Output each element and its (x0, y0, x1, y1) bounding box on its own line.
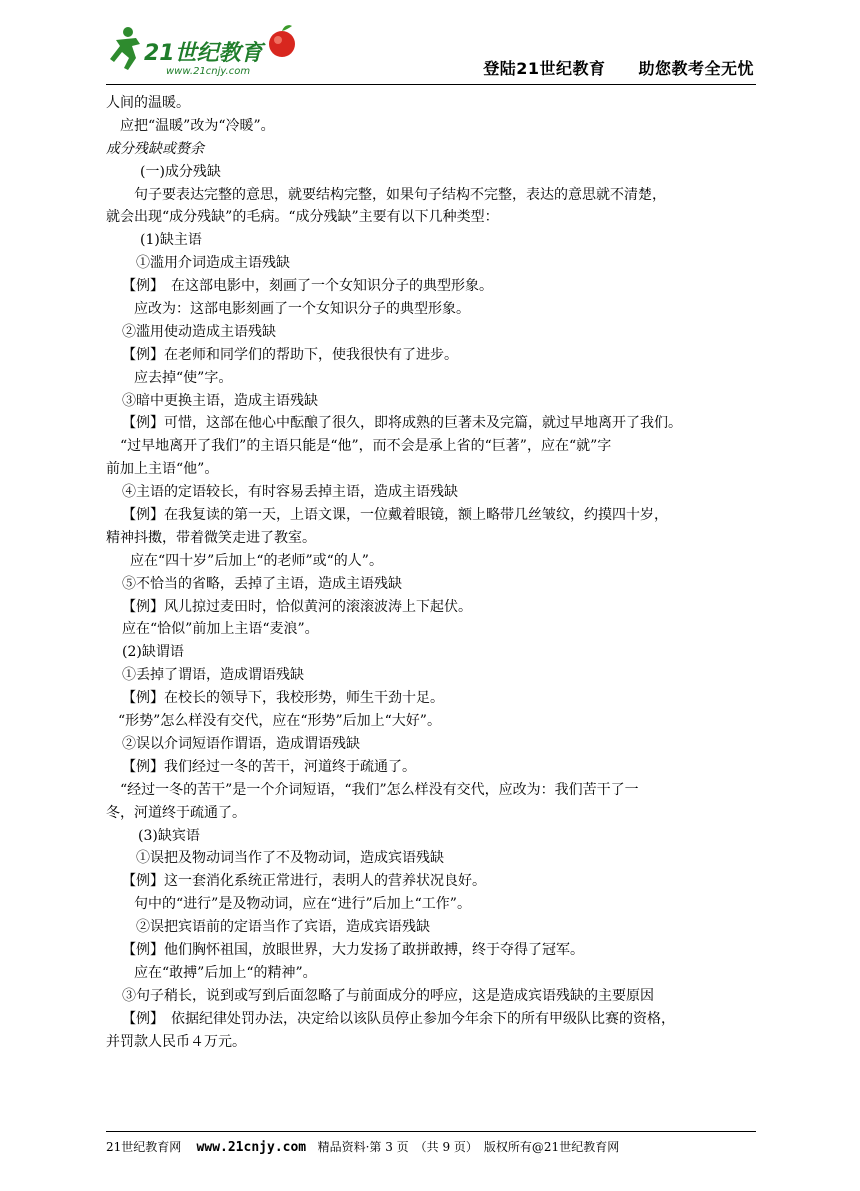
text-line: “形势”怎么样没有交代，应在“形势”后加上“大好”。 (118, 713, 441, 730)
text-line: ①滥用介词造成主语残缺 (136, 255, 290, 272)
text-line: (一)成分残缺 (140, 163, 221, 180)
footer-url[interactable]: www.21cnjy.com (196, 1140, 307, 1155)
text-line: 应在“恰似”前加上主语“麦浪”。 (122, 621, 319, 638)
text-line: “经过一冬的苦干”是一个介词短语，“我们”怎么样没有交代，应改为：我们苦干了一 (120, 781, 639, 798)
text-line: 应在“敢搏”后加上“的精神”。 (134, 964, 317, 981)
text-line: 应改为：这部电影刻画了一个女知识分子的典型形象。 (134, 301, 470, 318)
logo-url: www.21cnjy.com (166, 66, 251, 77)
header-slogan: 登陆21世纪教育 助您教考全无忧 (483, 59, 754, 78)
text-line: 应去掉“使”字。 (134, 369, 233, 386)
text-line: 并罚款人民币４万元。 (106, 1033, 246, 1050)
text-line: 【例】可惜，这部在他心中酝酿了很久，即将成熟的巨著未及完篇，就过早地离开了我们。 (122, 415, 682, 432)
text-line: 句子要表达完整的意思，就要结构完整，如果句子结构不完整，表达的意思就不清楚， (134, 186, 666, 203)
text-line: ④主语的定语较长，有时容易丢掉主语，造成主语残缺 (122, 484, 458, 501)
text-line: (3)缺宾语 (138, 827, 200, 844)
apple-icon (269, 25, 295, 57)
text-line: 精神抖擞，带着微笑走进了教室。 (106, 529, 316, 546)
text-line: ①丢掉了谓语，造成谓语残缺 (122, 667, 304, 684)
text-line: 【例】在校长的领导下，我校形势，师生干劲十足。 (122, 690, 444, 707)
text-line: 【例】风儿掠过麦田时，恰似黄河的滚滚波涛上下起伏。 (122, 598, 472, 615)
text-line: 成分残缺或赘余 (106, 140, 204, 157)
text-line: (2)缺谓语 (122, 644, 184, 661)
text-line: 【例】这一套消化系统正常进行，表明人的营养状况良好。 (122, 873, 486, 890)
footer-divider (106, 1131, 756, 1132)
text-line: ②误把宾语前的定语当作了宾语，造成宾语残缺 (136, 919, 430, 936)
text-line: ①误把及物动词当作了不及物动词，造成宾语残缺 (136, 850, 444, 867)
text-line: 前加上主语“他”。 (106, 461, 219, 478)
text-line: ③句子稍长，说到或写到后面忽略了与前面成分的呼应，这是造成宾语残缺的主要原因 (122, 987, 654, 1004)
logo-text: 21世纪教育 (144, 41, 263, 66)
text-line: 【例】 在这部电影中，刻画了一个女知识分子的典型形象。 (122, 278, 493, 295)
page-footer (106, 1138, 619, 1155)
text-line: 人间的温暖。 (106, 95, 190, 111)
text-line: ③暗中更换主语，造成主语残缺 (122, 392, 318, 409)
logo (106, 22, 306, 78)
running-figure-icon (110, 27, 140, 70)
text-line: 【例】他们胸怀祖国，放眼世界，大力发扬了敢拼敢搏，终于夺得了冠军。 (122, 941, 584, 958)
text-line: 应在“四十岁”后加上“的老师”或“的人”。 (130, 552, 383, 569)
text-line: “过早地离开了我们”的主语只能是“他”，而不会是承上省的“巨著”，应在“就”字 (120, 438, 612, 455)
text-line: ②滥用使动造成主语残缺 (122, 323, 276, 340)
text-line: 【例】我们经过一冬的苦干，河道终于疏通了。 (122, 758, 416, 775)
footer-site: 21世纪教育网 (106, 1140, 182, 1154)
document-body (106, 92, 758, 1053)
text-line: 应把“温暖”改为“冷暖”。 (120, 117, 275, 134)
header-divider (106, 84, 756, 85)
text-line: 【例】 依据纪律处罚办法，决定给以该队员停止参加今年余下的所有甲级队比赛的资格， (122, 1010, 675, 1027)
text-line: 【例】在我复读的第一天，上语文课，一位戴着眼镜，额上略带几丝皱纹，约摸四十岁， (122, 507, 668, 524)
page-header (106, 22, 756, 82)
text-line: 冬，河道终于疏通了。 (106, 804, 246, 821)
footer-page-info: 精品资料·第 3 页 （共 9 页） 版权所有@21世纪教育网 (317, 1140, 620, 1154)
text-line: 就会出现“成分残缺”的毛病。“成分残缺”主要有以下几种类型： (106, 209, 499, 226)
text-line: ②误以介词短语作谓语，造成谓语残缺 (122, 735, 360, 752)
text-line: 句中的“进行”是及物动词，应在“进行”后加上“工作”。 (134, 896, 471, 913)
text-line: (1)缺主语 (140, 232, 202, 249)
text-line: 【例】在老师和同学们的帮助下，使我很快有了进步。 (122, 346, 458, 363)
text-line: ⑤不恰当的省略，丢掉了主语，造成主语残缺 (122, 575, 402, 592)
